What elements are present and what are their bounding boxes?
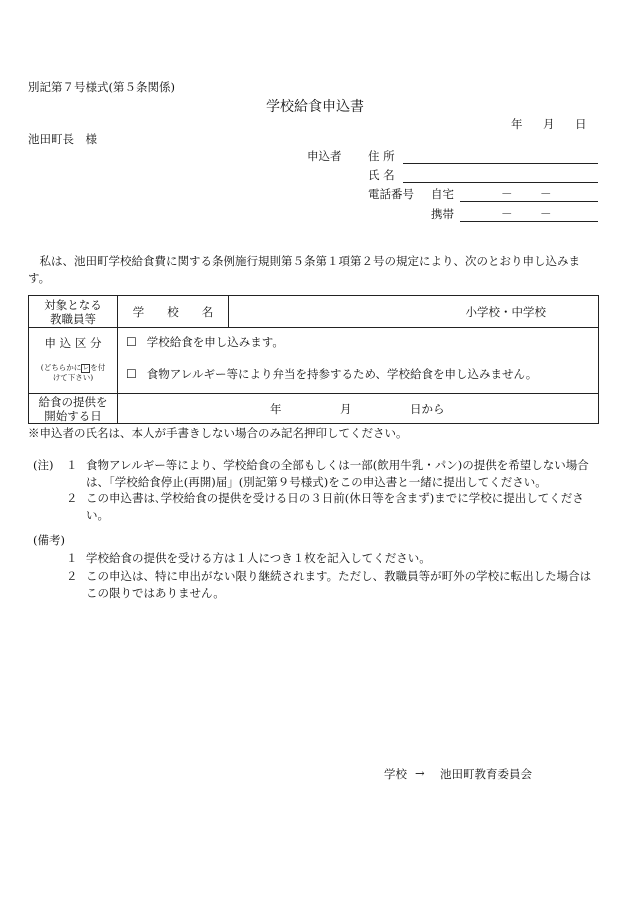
home-phone-field[interactable]: [460, 201, 598, 202]
name-label: 氏 名: [368, 168, 395, 182]
routing-to: 池田町教育委員会: [440, 767, 532, 781]
intro-text: 私は、池田町学校給食費に関する条例施行規則第５条第１項第２号の規定により、次のとおり申し込みます。: [28, 254, 580, 285]
school-name-field[interactable]: [229, 296, 599, 328]
category-note: [29, 363, 117, 383]
home-phone-dash-2: －: [540, 187, 552, 201]
option-1-label: 学校給食を申し込みます。: [146, 334, 284, 349]
note-1-text: 食物アレルギー等により、学校給食の全部もしくは一部(飲用牛乳・パン)の提供を希望しない場合は、「学校給食停止(再開)届」(別記第９号様式)をこの申込書と一緒に提出してください。: [86, 458, 589, 489]
signature-note: ※申込者の氏名は、本人が手書きしない場合のみ記名押印してください。: [28, 426, 408, 440]
remark-2-text: この申込は、特に申出がない限り継続されます。ただし、教職員等が町外の学校に転出した場合はこの限りではありません。: [86, 569, 592, 600]
option-2-label: 食物アレルギー等により弁当を持参するため、学校給食を申し込みません。: [146, 367, 538, 382]
note-2-number: ２: [66, 491, 78, 505]
target-label-line-2: 教職員等: [50, 311, 96, 326]
mobile-phone-label: 携帯: [431, 207, 454, 221]
mobile-phone-dash-2: －: [540, 207, 552, 221]
category-label-cell: [29, 328, 118, 394]
address-label: 住 所: [368, 149, 395, 163]
form-number: 別記第７号様式(第５条関係): [28, 80, 175, 94]
option-1-checkbox[interactable]: ☐: [126, 334, 137, 349]
note-1-number: １: [66, 458, 78, 472]
option-2-checkbox[interactable]: ☐: [126, 367, 137, 382]
option-1-row[interactable]: [118, 328, 599, 356]
routing-from: 学校: [384, 767, 407, 781]
category-note-part-3: けて下さい): [52, 373, 94, 382]
remark-1-number: １: [66, 551, 78, 565]
start-day: 日から: [410, 402, 445, 416]
category-note-part-1: (どちらかに: [40, 363, 82, 372]
home-phone-dash-1: －: [501, 187, 513, 201]
option-2-row[interactable]: [118, 356, 599, 394]
name-field[interactable]: [403, 182, 598, 183]
category-label: 申 込 区 分: [44, 336, 102, 350]
phone-label: 電話番号: [368, 187, 414, 201]
address-field[interactable]: [403, 163, 598, 164]
note-2-text: この申込書は､学校給食の提供を受ける日の３日前(休日等を含まず)までに学校に提出してください。: [86, 491, 584, 522]
home-phone-label: 自宅: [431, 187, 454, 201]
check-mark-icon: レ: [82, 364, 89, 372]
start-date-label-line-2: 開始する日: [44, 408, 102, 423]
target-label-line-1: 対象となる: [44, 297, 102, 312]
remarks-label: (備考): [33, 533, 65, 547]
date-month[interactable]: 月: [543, 117, 555, 131]
page-title: 学校給食申込書: [266, 99, 364, 115]
addressee: 池田町長 様: [28, 132, 97, 146]
remark-1-text: 学校給食の提供を受ける方は１人につき１枚を記入してください。: [86, 551, 431, 565]
start-year: 年: [270, 402, 282, 416]
notes-label: (注): [33, 458, 54, 472]
school-type: 小学校・中学校: [465, 304, 546, 319]
category-note-part-2: を付: [90, 363, 106, 372]
remark-2-number: ２: [66, 569, 78, 583]
date-year[interactable]: 年: [511, 117, 523, 131]
start-date-field[interactable]: [118, 394, 599, 424]
applicant-label: 申込者: [307, 149, 342, 163]
mobile-phone-dash-1: －: [501, 207, 513, 221]
routing-arrow-icon: →: [415, 766, 425, 780]
start-date-label: [29, 394, 118, 424]
date-day[interactable]: 日: [575, 117, 587, 131]
school-name-label: 学 校 名: [118, 296, 229, 328]
target-label: [29, 296, 118, 328]
mobile-phone-field[interactable]: [460, 221, 598, 222]
start-month: 月: [340, 402, 352, 416]
application-table: [28, 295, 599, 424]
start-date-label-line-1: 給食の提供を: [38, 394, 108, 409]
